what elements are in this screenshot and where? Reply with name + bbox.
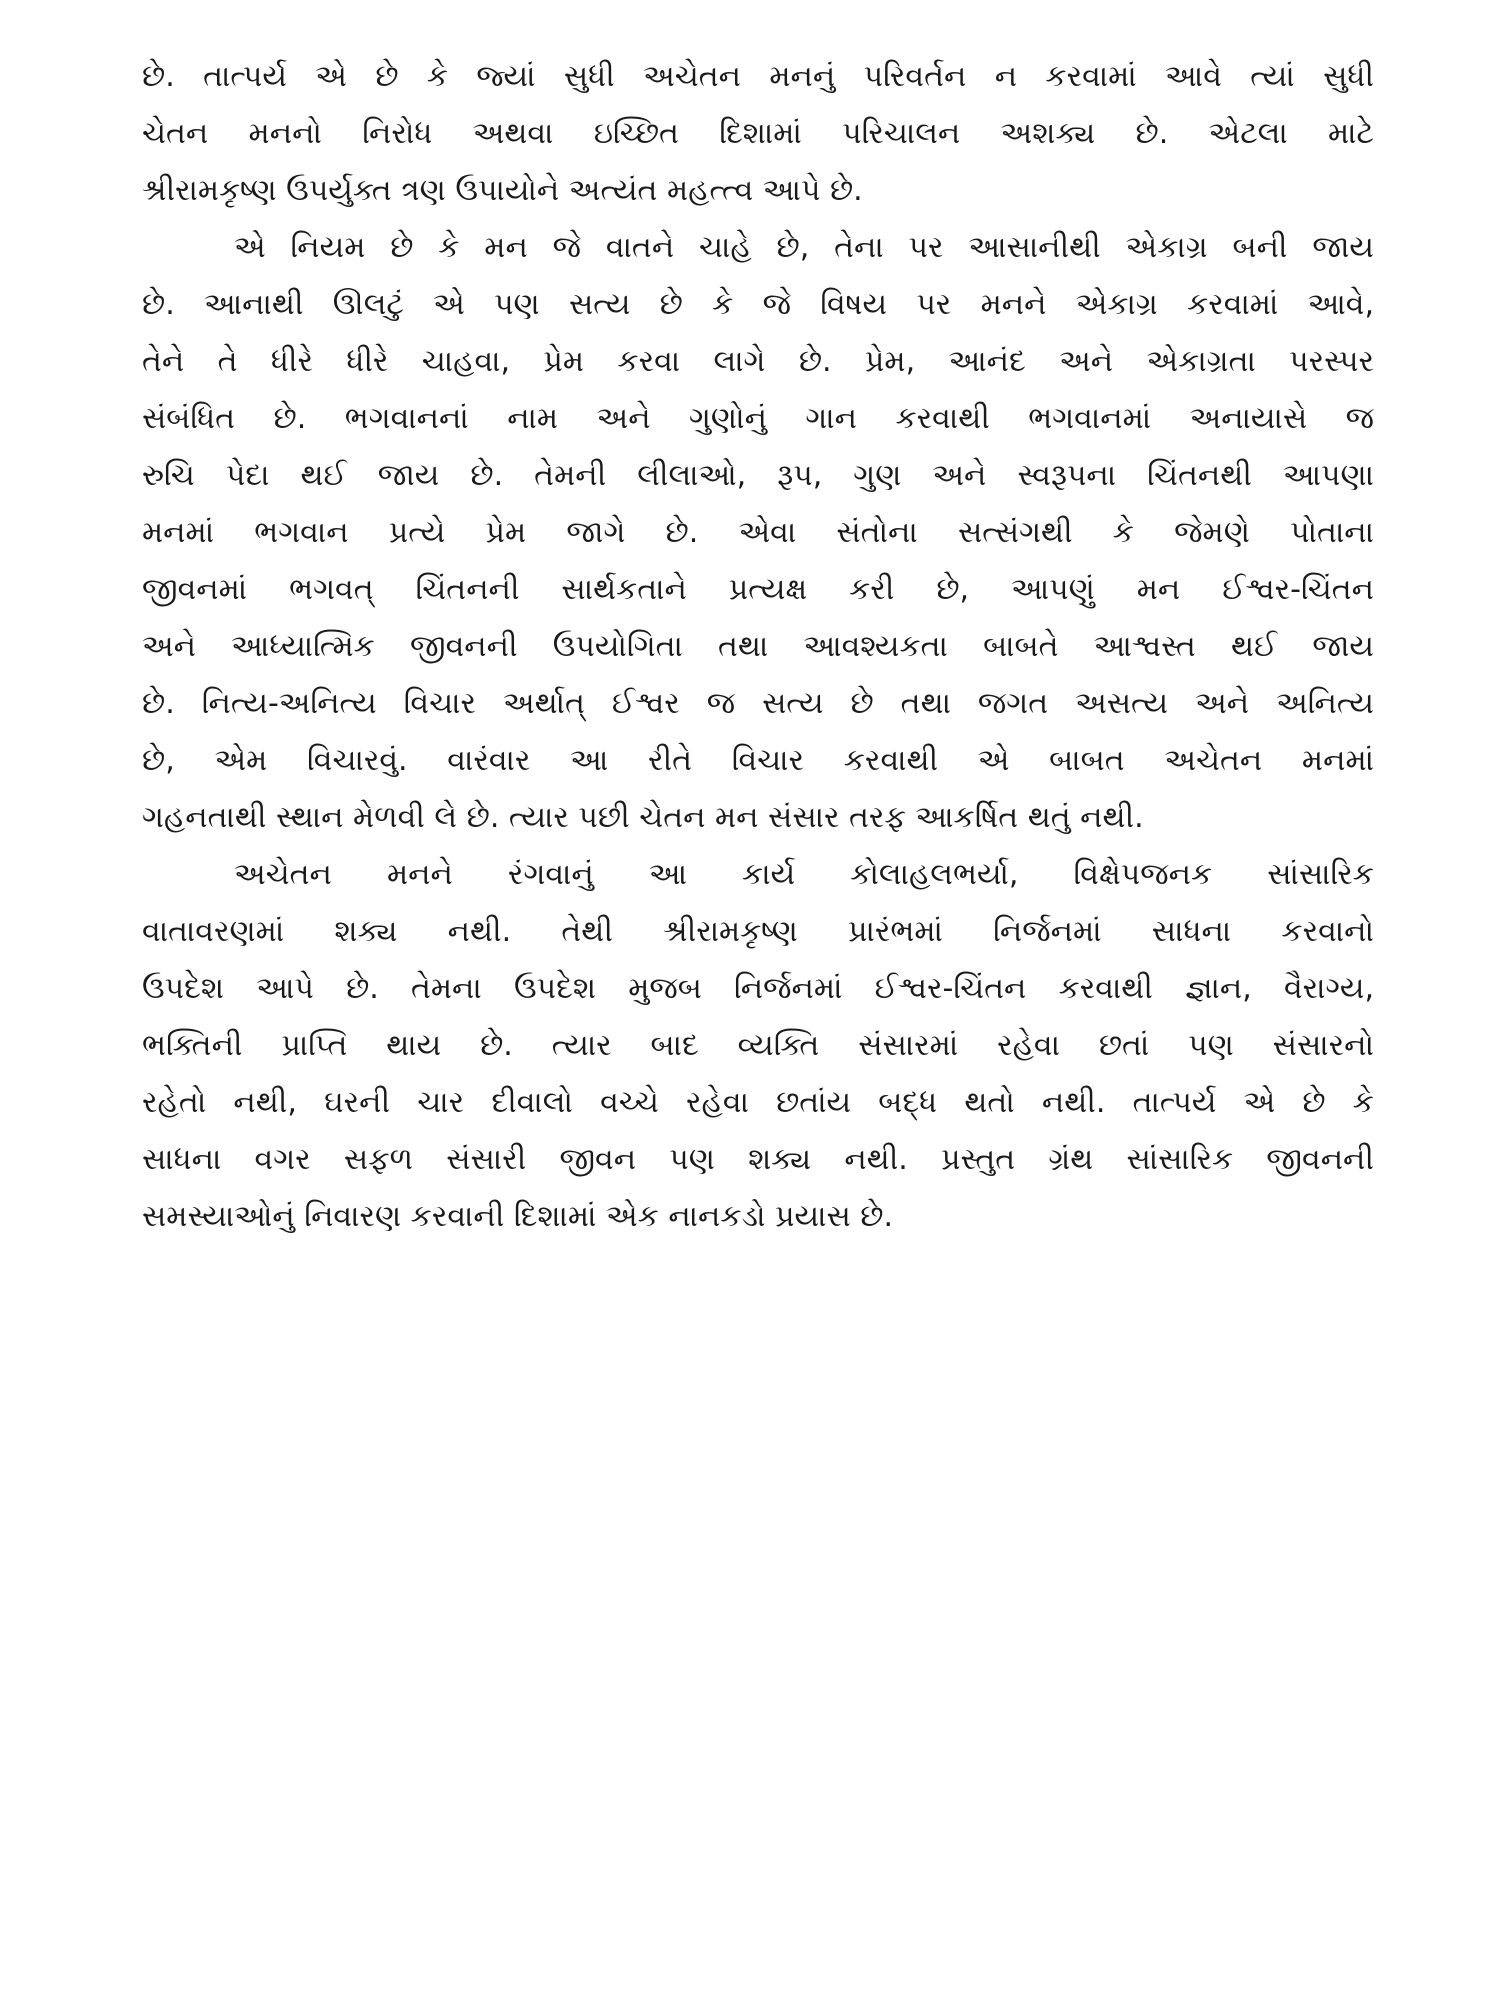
text-line: છે. તાત્પર્ય એ છે કે જ્યાં સુધી અચેતન મનનું પરિવર્તન ન કરવામાં આવે ત્યાં સુધી [142,59,1374,94]
text-line: સમસ્યાઓનું નિવારણ કરવાની દિશામાં એક નાનકડો પ્રયાસ છે. [142,1199,894,1234]
text-line: જીવનમાં ભગવત્ ચિંતનની સાર્થકતાને પ્રત્યક્ષ કરી છે, આપણું મન ઈશ્વર-ચિંતન [142,572,1374,607]
text-line: સંબંધિત છે. ભગવાનનાં નામ અને ગુણોનું ગાન કરવાથી ભગવાનમાં અનાયાસે જ [142,401,1374,436]
text-line: ઉપદેશ આપે છે. તેમના ઉપદેશ મુજબ નિર્જનમાં ઈશ્વર-ચિંતન કરવાથી જ્ઞાન, વૈરાગ્ય, [142,971,1374,1006]
text-line: છે. નિત્ય-અનિત્ય વિચાર અર્થાત્ ઈશ્વર જ સત્ય છે તથા જગત અસત્ય અને અનિત્ય [142,686,1374,721]
text-line: શ્રીરામકૃષ્ણ ઉપર્યુક્ત ત્રણ ઉપાયોને અત્યંત મહત્ત્વ આપે છે. [142,173,863,208]
text-line: રહેતો નથી, ઘરની ચાર દીવાલો વચ્ચે રહેવા છતાંય બદ્ધ થતો નથી. તાત્પર્ય એ છે કે [142,1085,1374,1120]
text-line: સાધના વગર સફળ સંસારી જીવન પણ શક્ય નથી. પ્રસ્તુત ગ્રંથ સાંસારિક જીવનની [142,1142,1374,1177]
paragraph-start-line: એ નિયમ છે કે મન જે વાતને ચાહે છે, તેના પર આસાનીથી એકાગ્ર બની જાય [234,230,1374,265]
body-text [142,48,1374,1245]
text-line: રુચિ પેદા થઈ જાય છે. તેમની લીલાઓ, રૂપ, ગુણ અને સ્વરૂપના ચિંતનથી આપણા [142,458,1374,493]
text-line: ભક્તિની પ્રાપ્તિ થાય છે. ત્યાર બાદ વ્યક્તિ સંસારમાં રહેવા છતાં પણ સંસારનો [142,1028,1374,1063]
text-line: અને આધ્યાત્મિક જીવનની ઉપયોગિતા તથા આવશ્યકતા બાબતે આશ્વસ્ત થઈ જાય [142,629,1374,664]
text-line: ચેતન મનનો નિરોધ અથવા ઇચ્છિત દિશામાં પરિચાલન અશક્ય છે. એટલા માટે [142,116,1374,151]
text-line: ગહનતાથી સ્થાન મેળવી લે છે. ત્યાર પછી ચેતન મન સંસાર તરફ આકર્ષિત થતું નથી. [142,800,1144,835]
text-line: છે. આનાથી ઊલટું એ પણ સત્ય છે કે જે વિષય પર મનને એકાગ્ર કરવામાં આવે, [142,287,1374,322]
text-line: વાતાવરણમાં શક્ય નથી. તેથી શ્રીરામકૃષ્ણ પ્રારંભમાં નિર્જનમાં સાધના કરવાનો [142,914,1374,949]
text-line: તેને તે ધીરે ધીરે ચાહવા, પ્રેમ કરવા લાગે છે. પ્રેમ, આનંદ અને એકાગ્રતા પરસ્પર [142,344,1374,379]
text-line: મનમાં ભગવાન પ્રત્યે પ્રેમ જાગે છે. એવા સંતોના સત્સંગથી કે જેમણે પોતાના [142,515,1374,550]
paragraph-start-line: અચેતન મનને રંગવાનું આ કાર્ય કોલાહલભર્યા, વિક્ષેપજનક સાંસારિક [234,857,1374,892]
text-line: છે, એમ વિચારવું. વારંવાર આ રીતે વિચાર કરવાથી એ બાબત અચેતન મનમાં [142,743,1374,778]
